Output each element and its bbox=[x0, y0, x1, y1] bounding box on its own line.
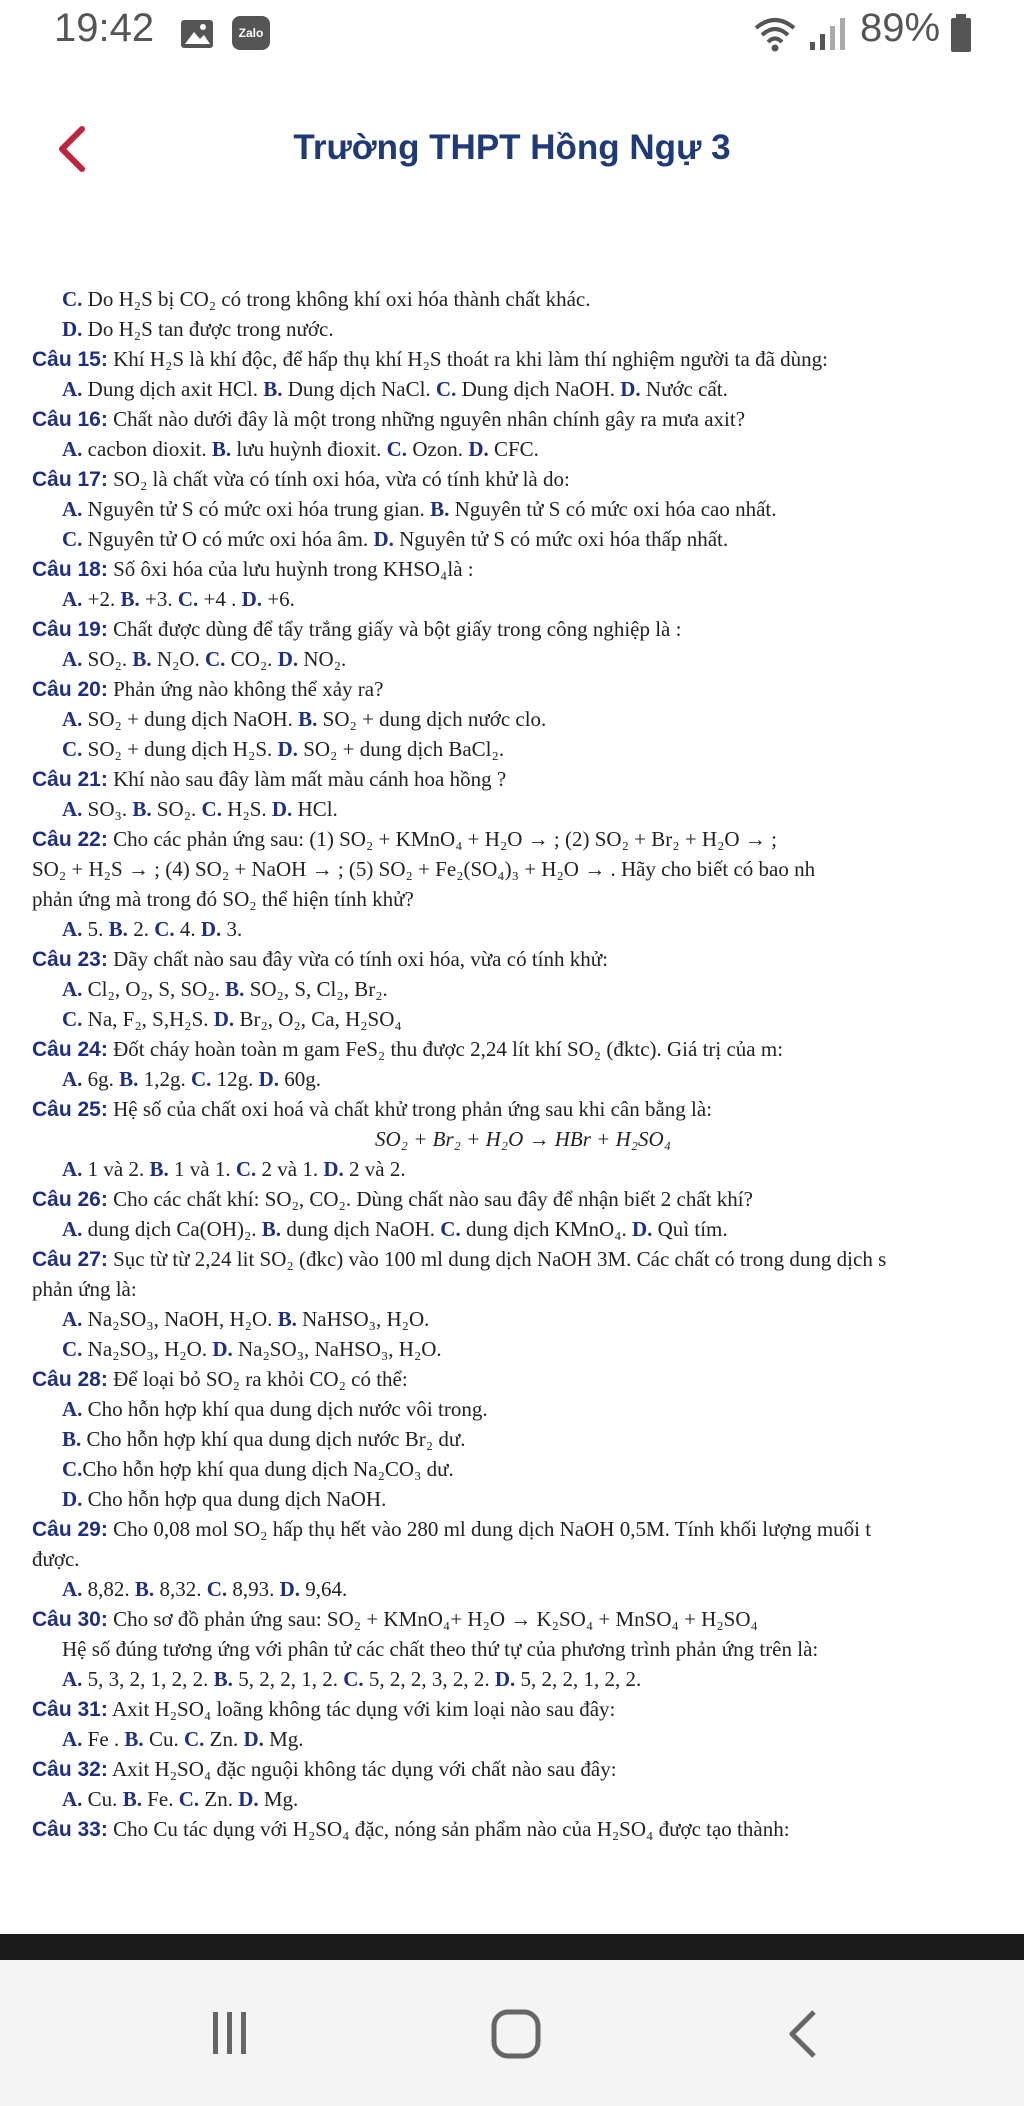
status-bar bbox=[0, 0, 1024, 70]
battery-icon bbox=[950, 14, 972, 52]
question-16: Câu 16: Chất nào dưới đây là một trong những nguyên nhân chính gây ra mưa axit? bbox=[32, 407, 746, 431]
question-19: Câu 19: Chất được dùng để tẩy trắng giấy và bột giấy trong công nghiệp là : bbox=[32, 617, 682, 641]
question-25: Câu 25: Hệ số của chất oxi hoá và chất khử trong phản ứng sau khi cân bằng là: bbox=[32, 1097, 713, 1121]
doc-line: A. Dung dịch axit HCl. B. Dung dịch NaCl. C. Dung dịch NaOH. D. Nước cất. bbox=[62, 377, 728, 401]
doc-line: Hệ số đúng tương ứng với phân tử các chất theo thứ tự của phương trình phản ứng trên là: bbox=[62, 1637, 819, 1661]
doc-line: phản ứng là: bbox=[32, 1277, 137, 1301]
status-time: 19:42 bbox=[54, 6, 155, 50]
question-27: Câu 27: Sục từ từ 2,24 lit SO₂ (đkc) vào 100 ml dung dịch NaOH 3M. Các chất có trong dung dịch s bbox=[32, 1247, 887, 1271]
divider-bar bbox=[0, 1934, 1024, 1960]
doc-line: phản ứng mà trong đó SO₂ thể hiện tính khử? bbox=[32, 887, 414, 911]
question-28: Câu 28: Để loại bỏ SO₂ ra khỏi CO₂ có thể: bbox=[32, 1367, 408, 1391]
question-31: Câu 31: Axit H₂SO₄ loãng không tác dụng với kim loại nào sau đây: bbox=[32, 1697, 616, 1721]
system-nav-bar bbox=[0, 1960, 1024, 2106]
doc-line: được. bbox=[32, 1547, 80, 1571]
home-icon[interactable] bbox=[490, 2008, 544, 2062]
doc-line: C. SO₂ + dung dịch H₂S. D. SO₂ + dung dịch BaCl₂. bbox=[62, 737, 505, 761]
doc-line: A. Nguyên tử S có mức oxi hóa trung gian. B. Nguyên tử S có mức oxi hóa cao nhất. bbox=[62, 497, 777, 521]
doc-line: C. Na₂SO₃, H₂O. D. Na₂SO₃, NaHSO₃, H₂O. bbox=[62, 1337, 442, 1361]
doc-line: A. SO₃. B. SO₂. C. H₂S. D. HCl. bbox=[62, 797, 338, 821]
app-header bbox=[0, 100, 1024, 200]
doc-line: A. 8,82. B. 8,32. C. 8,93. D. 9,64. bbox=[62, 1577, 348, 1601]
question-18: Câu 18: Số ôxi hóa của lưu huỳnh trong KHSO₄là : bbox=[32, 557, 474, 581]
zalo-icon: Zalo bbox=[232, 16, 270, 50]
doc-line: C. Do H₂S bị CO₂ có trong không khí oxi hóa thành chất khác. bbox=[62, 287, 591, 311]
doc-line: A. dung dịch Ca(OH)₂. B. dung dịch NaOH. C. dung dịch KMnO₄. D. Quì tím. bbox=[62, 1217, 728, 1241]
question-17: Câu 17: SO₂ là chất vừa có tính oxi hóa, vừa có tính khử là do: bbox=[32, 467, 570, 491]
doc-line: A. SO₂. B. N₂O. C. CO₂. D. NO₂. bbox=[62, 647, 347, 671]
doc-line: A. SO₂ + dung dịch NaOH. B. SO₂ + dung dịch nước clo. bbox=[62, 707, 547, 731]
doc-line: A. Cu. B. Fe. C. Zn. D. Mg. bbox=[62, 1787, 299, 1811]
question-32: Câu 32: Axit H₂SO₄ đặc nguội không tác dụng với chất nào sau đây: bbox=[32, 1757, 617, 1781]
question-30: Câu 30: Cho sơ đồ phản ứng sau: SO₂ + KMnO₄+ H₂O → K₂SO₄ + MnSO₄ + H₂SO₄ bbox=[32, 1607, 758, 1631]
doc-line: A. Cho hỗn hợp khí qua dung dịch nước vôi trong. bbox=[62, 1397, 488, 1421]
doc-line: C.Cho hỗn hợp khí qua dung dịch Na₂CO₃ dư. bbox=[62, 1457, 454, 1481]
doc-line: D. Cho hỗn hợp qua dung dịch NaOH. bbox=[62, 1487, 387, 1511]
wifi-icon bbox=[752, 14, 798, 54]
doc-line: A. Fe . B. Cu. C. Zn. D. Mg. bbox=[62, 1727, 304, 1751]
question-24: Câu 24: Đốt cháy hoàn toàn m gam FeS₂ thu được 2,24 lít khí SO₂ (đktc). Giá trị của m: bbox=[32, 1037, 784, 1061]
signal-icon bbox=[808, 16, 848, 52]
doc-line: A. 5. B. 2. C. 4. D. 3. bbox=[62, 917, 243, 941]
doc-line: A. cacbon dioxit. B. lưu huỳnh đioxit. C. Ozon. D. CFC. bbox=[62, 437, 539, 461]
doc-line: C. Na, F₂, S,H₂S. D. Br₂, O₂, Ca, H₂SO₄ bbox=[62, 1007, 402, 1031]
question-15: Câu 15: Khí H₂S là khí độc, để hấp thụ khí H₂S thoát ra khi làm thí nghiệm người ta đã dùng: bbox=[32, 347, 828, 371]
doc-line: A. 1 và 2. B. 1 và 1. C. 2 và 1. D. 2 và 2. bbox=[62, 1157, 406, 1181]
doc-line: SO₂ + H₂S → ; (4) SO₂ + NaOH → ; (5) SO₂ + Fe₂(SO₄)₃ + H₂O → . Hãy cho biết có bao nh bbox=[32, 857, 816, 881]
battery-percent: 89% bbox=[860, 6, 941, 50]
question-20: Câu 20: Phản ứng nào không thể xảy ra? bbox=[32, 677, 384, 701]
equation: SO₂ + Br₂ + H₂O → HBr + H₂SO₄ bbox=[375, 1127, 672, 1151]
doc-line: A. 6g. B. 1,2g. C. 12g. D. 60g. bbox=[62, 1067, 322, 1091]
question-26: Câu 26: Cho các chất khí: SO₂, CO₂. Dùng chất nào sau đây để nhận biết 2 chất khí? bbox=[32, 1187, 753, 1211]
doc-line: A. 5, 3, 2, 1, 2, 2. B. 5, 2, 2, 1, 2. C. 5, 2, 2, 3, 2, 2. D. 5, 2, 2, 1, 2, 2. bbox=[62, 1667, 642, 1691]
doc-line: C. Nguyên tử O có mức oxi hóa âm. D. Nguyên tử S có mức oxi hóa thấp nhất. bbox=[62, 527, 729, 551]
document-page bbox=[0, 285, 1024, 1925]
back-icon[interactable] bbox=[780, 2008, 830, 2062]
image-icon bbox=[180, 18, 214, 50]
doc-line: A. +2. B. +3. C. +4 . D. +6. bbox=[62, 587, 295, 611]
page-title: Trường THPT Hồng Ngự 3 bbox=[293, 128, 731, 167]
doc-line: D. Do H₂S tan được trong nước. bbox=[62, 317, 334, 341]
question-21: Câu 21: Khí nào sau đây làm mất màu cánh hoa hồng ? bbox=[32, 767, 507, 791]
question-23: Câu 23: Dãy chất nào sau đây vừa có tính oxi hóa, vừa có tính khử: bbox=[32, 947, 608, 971]
doc-line: B. Cho hỗn hợp khí qua dung dịch nước Br₂ dư. bbox=[62, 1427, 466, 1451]
question-29: Câu 29: Cho 0,08 mol SO₂ hấp thụ hết vào 280 ml dung dịch NaOH 0,5M. Tính khối lượng muối t bbox=[32, 1517, 872, 1541]
question-33: Câu 33: Cho Cu tác dụng với H₂SO₄ đặc, nóng sản phẩm nào của H₂SO₄ được tạo thành: bbox=[32, 1817, 790, 1841]
recent-apps-icon[interactable] bbox=[205, 2008, 255, 2058]
doc-line: A. Na₂SO₃, NaOH, H₂O. B. NaHSO₃, H₂O. bbox=[62, 1307, 430, 1331]
doc-line: A. Cl₂, O₂, S, SO₂. B. SO₂, S, Cl₂, Br₂. bbox=[62, 977, 388, 1001]
question-22: Câu 22: Cho các phản ứng sau: (1) SO₂ + KMnO₄ + H₂O → ; (2) SO₂ + Br₂ + H₂O → ; bbox=[32, 827, 777, 851]
